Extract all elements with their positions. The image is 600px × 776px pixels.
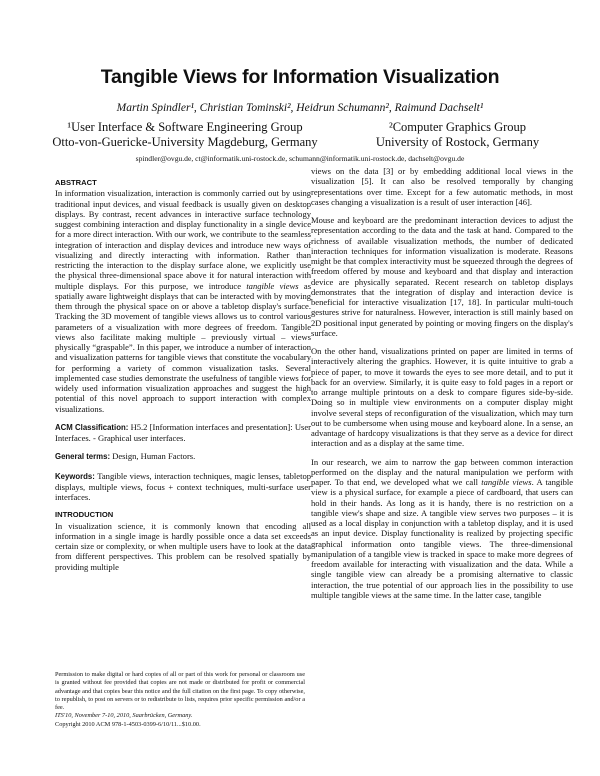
paper-title: Tangible Views for Information Visualization <box>100 66 500 88</box>
copyright-footnote <box>55 671 305 729</box>
body-paragraph-2: Mouse and keyboard are the predominant interaction devices to adjust the representation according to the data and the task at hand. Compared to the richness of available visualization methods, the number of dedicated interaction techniques for information visualization is moderate. Reasons might be that complex interactivity must be squeezed through the degrees of freedom offered by mouse and keyboard and that display and interaction device are physically separated. Recent research on tabletop displays demonstrates that the integration of display and interaction device is beneficial for interactive visualization [17, 18]. In particular multi-touch gestures strive for naturalness. However, interaction is still mainly based on 2D positional input generated by pointing or moving fingers on the display's surface. <box>311 215 573 338</box>
affiliation-2-university: University of Rostock, Germany <box>375 135 540 149</box>
left-column <box>55 178 311 572</box>
body-paragraph-3: On the other hand, visualizations printed on paper are limited in terms of interactively altering the graphics. However, it is quite intuitive to grab a piece of paper, to move it towards the eyes to see more detail, and to put it back for an overview. Similarly, it is quite easy to fold pages in a report or to arrange multiple printouts on a desk to compare figures side-by-side. Doing so in multiple view environments on a computer display might involve several steps of reconfiguration of the visualization, which may turn out to be cumbersome when using mouse and keyboard alone. In a sense, an advantage of hardcopy visualizations is that they serve as a device for direct interaction and as a display at the same time. <box>311 346 573 449</box>
introduction-text: In visualization science, it is commonly known that encoding all information in a single image is hardly possible once a data set exceeds certain size or complexity, or when multiple users have to look at the data from different perspectives. This problem can be resolved spatially by providing multiple <box>55 520 311 572</box>
general-terms-label: General terms: <box>55 452 111 462</box>
keywords: Keywords: Tangible views, interaction techniques, magic lenses, tabletop displays, multiple views, focus + context techniques, multi-surface user interfaces. <box>55 470 311 502</box>
right-column <box>311 166 573 600</box>
body-emphasis: tangible views <box>481 477 532 487</box>
keywords-label: Keywords: <box>55 471 95 481</box>
abstract-heading: ABSTRACT <box>55 178 97 187</box>
author-list: Martin Spindler¹, Christian Tominski², Heidrun Schumann², Raimund Dachselt¹ <box>116 102 484 114</box>
body-paragraph-1: views on the data [3] or by embedding additional local views in the visualization [5]. It can also be resolved temporally by changing representations over time. Except for a few automatic methods, in most cases changing a visualization is a result of user interaction [46]. <box>311 166 573 207</box>
general-terms: General terms: Design, Human Factors. <box>55 451 196 462</box>
conference-venue: ITS'10, November 7-10, 2010, Saarbrücken, Germany. <box>55 712 193 720</box>
introduction-heading: INTRODUCTION <box>55 510 114 520</box>
affiliation-1-university: Otto-von-Guericke-University Magdeburg, Germany <box>52 135 318 149</box>
acm-classification: ACM Classification: H5.2 [Information interfaces and presentation]: User Interfaces. - Graphical user interfaces. <box>55 421 311 443</box>
affiliation-2 <box>330 120 585 150</box>
body-paragraph-4: In our research, we aim to narrow the gap between common interaction performed on the display and the natural manipulation we perform with paper. To that end, we developed what we call tangible views. A tangible view is a physical surface, for example a piece of cardboard, that users can hold in their hands. As long as it is handy, there is no restriction on a tangible view's shape and size. A tangible view serves two purposes – it is used as a local display in conjunction with a tabletop display, and it is used as an input device. Display functionality is realized by projecting specific graphical information onto tangible views. The three-dimensional manipulation of a tangible view is tracked in space to make more degrees of freedom available for interacting with visualization and the data. While a single tangible view can already be a promising alternative to classic interaction, the true potential of our approach lies in the possibility to use multiple tangible views at the same time. In the latter case, tangible <box>311 456 574 600</box>
author-emails: spindler@ovgu.de, ct@informatik.uni-rostock.de, schumann@informatik.uni-rostock.de, dachselt@ovgu.de <box>135 154 465 163</box>
affiliation-1 <box>40 120 330 150</box>
affiliation-2-group: ²Computer Graphics Group <box>388 120 527 134</box>
acm-classification-label: ACM Classification: <box>55 422 129 432</box>
permission-notice: Permission to make digital or hard copies of all or part of this work for personal or classroom use is granted without fee provided that copies are not made or distributed for profit or commercial advantage and that copies bear this notice and the full citation on the first page. To copy otherwise, to republish, to post on servers or to redistribute to lists, requires prior specific permission and/or a fee. <box>55 671 305 712</box>
abstract-text: In information visualization, interaction is commonly carried out by using traditional input devices, and visual feedback is usually given on desktop displays. By contrast, recent advances in interactive surface technology suggest combining interaction and display functionality in a single device for a more direct interaction. With our work, we contribute to the seamless integration of interaction and display devices and introduce new ways of visualizing and directly interacting with information. Rather than restricting the interaction to the display surface alone, we explicitly use the physical three-dimensional space above it for natural interaction with multiple displays. For this purpose, we introduce tangible views as spatially aware lightweight displays that can be interacted with by moving them through the physical space on or above a tabletop display's surface. Tracking the 3D movement of tangible views allows us to control various parameters of a visualization with more degrees of freedom. Tangible views also facilitate making multiple – previously virtual – views physically “graspable”. In this paper, we introduce a number of interaction and visualization patterns for tangible views that constitute the vocabulary for performing a variety of common visualization tasks. Several implemented case studies demonstrate the usefulness of tangible views for widely used information visualization approaches and suggest the high potential of this novel approach to support interaction with complex visualizations. <box>55 188 312 414</box>
copyright-line: Copyright 2010 ACM 978-1-4503-0399-6/10/11...$10.00. <box>55 720 201 728</box>
abstract-emphasis: tangible views <box>246 280 299 291</box>
affiliation-1-group: ¹User Interface & Software Engineering Group <box>67 120 303 134</box>
